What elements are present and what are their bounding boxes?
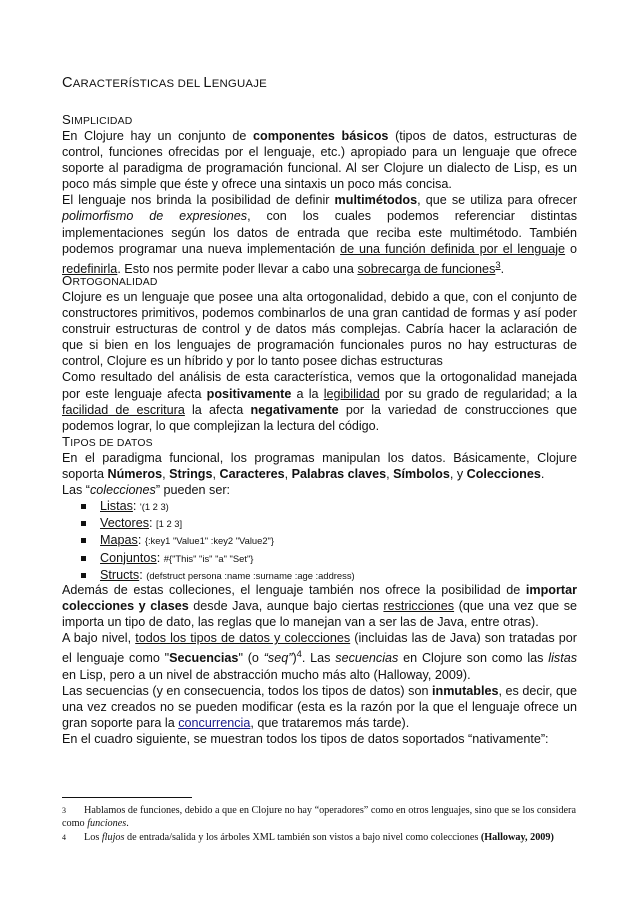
link-structs[interactable]: Structs: [100, 567, 140, 582]
paragraph: El lenguaje nos brinda la posibilidad de definir multimétodos, que se utiliza para ofrecer polimorfismo de expresiones, con los cuales podemos referenciar distintas implementaciones según los datos de entrada que reciba este multimétodo. También podemos programar una nueva implementación de una función definida por el lenguaje o redefinirla. Esto nos permite poder llevar a cabo una sobrecarga de funciones$^3$.: [62, 193, 578, 276]
footnote-4: 4 Los flujos de entrada/salida y los árboles XML también son vistos a bajo nivel como colecciones (Halloway, 2009): [62, 832, 554, 843]
paragraph: En Clojure hay un conjunto de componentes básicos (tipos de datos, estructuras de control, funciones ofrecidas por el lenguaje, etc.) apropiado para un lenguaje que ofrece soporte al paradigma de programación funcional. Al ser Clojure un dialecto de Lisp, es un poco más simple que éste y ofrece una sintaxis un poco más concisa.: [62, 129, 578, 192]
footnote-3: 3 Hablamos de funciones, debido a que en Clojure no hay “operadores” como en otros lenguajes, sino que se los considera como funciones.: [62, 805, 576, 830]
list-item: Listas: '(1 2 3): [81, 498, 577, 515]
list-item: Vectores: [1 2 3]: [81, 515, 577, 532]
link-sobrecarga[interactable]: sobrecarga de funciones: [357, 261, 496, 276]
collections-list: [62, 498, 577, 583]
section-heading-ortogonalidad: ORTOGONALIDAD: [62, 273, 158, 288]
section-colecciones-detalle: [62, 582, 577, 747]
link-facilidad-escritura[interactable]: facilidad de escritura: [62, 402, 185, 417]
link-mapas[interactable]: Mapas: [100, 533, 138, 548]
paragraph: Las secuencias (y en consecuencia, todos los tipos de datos) son inmutables, es decir, que una vez creados no se pueden modificar (esta es la razón por la que el lenguaje ofrece un gran soporte para la concurrencia, que trataremos más tarde).: [62, 683, 577, 730]
page-title: CARACTERÍSTICAS DEL LENGUAJE: [62, 75, 267, 91]
link-legibilidad[interactable]: legibilidad: [323, 386, 380, 401]
link-vectores[interactable]: Vectores: [100, 516, 150, 531]
paragraph: Clojure es un lenguaje que posee una alta ortogonalidad, debido a que, con el conjunto de constructores primitivos, podemos combinarlos de una gran cantidad de formas y así poder construir estructuras de control y de datos más complejas. Cabría hacer la aclaración de que si bien en los lenguajes de programación funcionales puros no hay estructuras de control, Clojure es un híbrido y por lo tanto posee dichas estructuras: [62, 290, 577, 369]
section-heading-tipos: TIPOS DE DATOS: [62, 434, 153, 449]
paragraph: Como resultado del análisis de esta característica, vemos que la ortogonalidad manejada por este lenguaje afecta positivamente a la legibilidad por su grado de regularidad; a la facilidad de escritura la afecta negativamente por la variedad de construcciones que podemos lograr, lo que complejizan la lectura del código.: [62, 370, 577, 433]
link-restricciones[interactable]: restricciones: [383, 599, 455, 614]
paragraph: Además de estas colleciones, el lenguaje también nos ofrece la posibilidad de importar colecciones y clases desde Java, aunque bajo ciertas restricciones (que una vez que se importa un tipo de dato, las reglas que lo manejan van a ser las de Java, entre otras).: [62, 583, 577, 630]
section-tipos-datos: [62, 434, 577, 584]
footnote-divider: [62, 797, 192, 798]
link-listas[interactable]: Listas: [100, 499, 133, 514]
link-conjuntos[interactable]: Conjuntos: [100, 550, 157, 565]
link-tipos-colecciones[interactable]: todos los tipos de datos y colecciones: [135, 631, 351, 646]
link-funcion-definida[interactable]: de una función definida por el lenguaje: [340, 241, 566, 256]
list-item: Mapas: {:key1 "Value1" :key2 "Value2"}: [81, 532, 577, 549]
paragraph: En el paradigma funcional, los programas manipulan los datos. Básicamente, Clojure soporta Números, Strings, Caracteres, Palabras claves, Símbolos, y Colecciones.: [62, 451, 577, 482]
link-concurrencia[interactable]: concurrencia: [178, 715, 251, 730]
list-item: Structs: (defstruct persona :name :surname :age :address): [81, 567, 577, 584]
section-heading-simplicidad: SIMPLICIDAD: [62, 112, 133, 127]
link-redefinirla[interactable]: redefinirla: [62, 261, 118, 276]
paragraph: En el cuadro siguiente, se muestran todos los tipos de datos soportados “nativamente”:: [62, 732, 549, 747]
section-simplicidad: [62, 112, 577, 277]
paragraph: Las “colecciones” pueden ser:: [62, 483, 231, 498]
footnote-ref-3[interactable]: 3: [495, 258, 501, 270]
section-ortogonalidad: [62, 273, 577, 434]
list-item: Conjuntos: #{"This" "is" "a" "Set"}: [81, 550, 577, 567]
paragraph: A bajo nivel, todos los tipos de datos y colecciones (incluidas las de Java) son tratadas por el lenguaje como "Secuencias" (o “seq”)$^4$. Las secuencias en Clojure son como las listas en Lisp, pero a un nivel de abstracción mucho más alto (Halloway, 2009).: [62, 631, 577, 682]
footnote-ref-4[interactable]: 4: [296, 648, 302, 660]
